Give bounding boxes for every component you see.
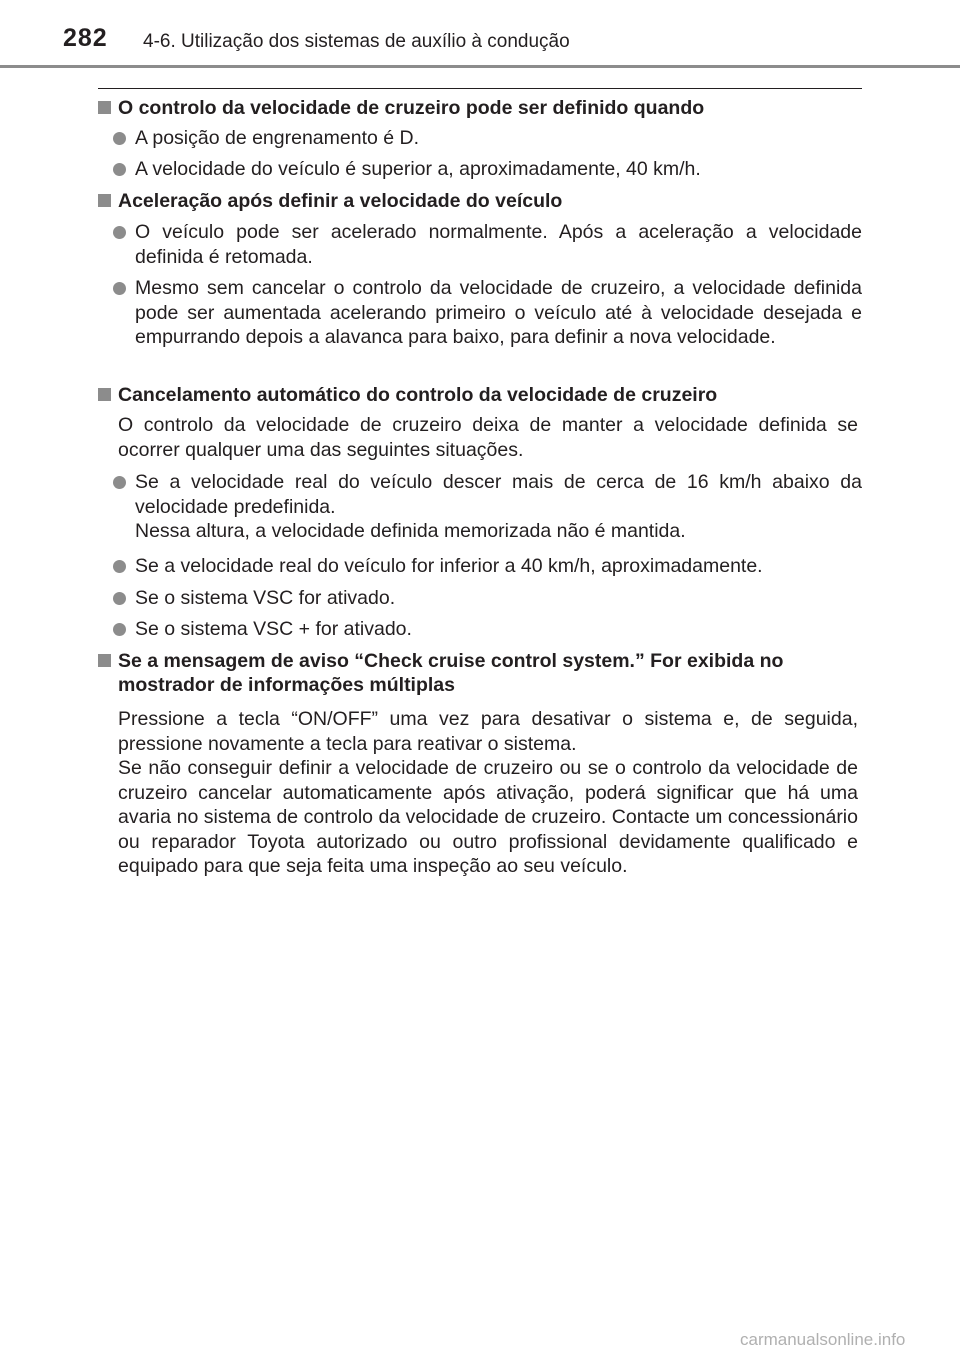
heading-text: Se a mensagem de aviso “Check cruise control system.” For exibida no mostrador de informações múltiplas bbox=[118, 650, 784, 696]
list-item bbox=[113, 470, 862, 544]
list-item bbox=[113, 126, 862, 151]
list-item-text: O veículo pode ser acelerado normalmente. Após a aceleração a velocidade definida é retomada. bbox=[135, 221, 862, 268]
top-divider bbox=[98, 88, 862, 89]
list-item-text: Mesmo sem cancelar o controlo da velocidade de cruzeiro, a velocidade definida pode ser aumentada acelerando primeiro o veículo até à velocidade desejada e empurrando depois a alavanca para baixo, para definir a nova velocidade. bbox=[135, 277, 862, 348]
square-bullet-icon bbox=[98, 101, 111, 114]
list-item-text: Se o sistema VSC for ativado. bbox=[135, 587, 396, 609]
square-bullet-icon bbox=[98, 388, 111, 401]
list-item-text: Se o sistema VSC + for ativado. bbox=[135, 618, 412, 640]
list-item bbox=[113, 220, 862, 269]
list-item-text: A velocidade do veículo é superior a, aproximadamente, 40 km/h. bbox=[135, 158, 701, 180]
section-heading-auto-cancel bbox=[98, 383, 862, 407]
list-item-text: Se a velocidade real do veículo for inferior a 40 km/h, aproximadamente. bbox=[135, 555, 763, 577]
heading-text: O controlo da velocidade de cruzeiro pode ser definido quando bbox=[118, 97, 705, 119]
section-heading-cruise-conditions bbox=[98, 96, 862, 120]
square-bullet-icon bbox=[98, 654, 111, 667]
round-bullet-icon bbox=[113, 226, 126, 239]
list-item bbox=[113, 554, 862, 579]
round-bullet-icon bbox=[113, 132, 126, 145]
round-bullet-icon bbox=[113, 476, 126, 489]
list-item bbox=[113, 617, 862, 642]
section-heading-warning-message bbox=[98, 649, 862, 697]
section-intro: O controlo da velocidade de cruzeiro deixa de manter a velocidade definida se ocorrer qualquer uma das seguintes situações. bbox=[118, 414, 858, 461]
round-bullet-icon bbox=[113, 282, 126, 295]
square-bullet-icon bbox=[98, 194, 111, 207]
section-title: 4-6. Utilização dos sistemas de auxílio à condução bbox=[143, 31, 570, 52]
page-number: 282 bbox=[63, 24, 108, 52]
header-rule bbox=[0, 65, 960, 68]
watermark: carmanualsonline.info bbox=[740, 1330, 906, 1349]
list-item bbox=[113, 157, 862, 182]
list-item bbox=[113, 276, 862, 350]
round-bullet-icon bbox=[113, 163, 126, 176]
list-item bbox=[113, 586, 862, 611]
section-body: Pressione a tecla “ON/OFF” uma vez para desativar o sistema e, de seguida, pressione novamente a tecla para reativar o sistema. Se não conseguir definir a velocidade de cruzeiro ou se o controlo da velocidade de cruzeiro cancelar automaticamente após ativação, poderá significar que há uma avaria no sistema de controlo da velocidade de cruzeiro. Contacte um concessionário ou reparador Toyota autorizado ou outro profissional devidamente qualificado e equipado para que seja feita uma inspeção ao seu veículo. bbox=[118, 708, 858, 877]
page-header bbox=[0, 0, 960, 70]
round-bullet-icon bbox=[113, 623, 126, 636]
round-bullet-icon bbox=[113, 592, 126, 605]
heading-text: Cancelamento automático do controlo da velocidade de cruzeiro bbox=[118, 384, 718, 406]
round-bullet-icon bbox=[113, 560, 126, 573]
heading-text: Aceleração após definir a velocidade do veículo bbox=[118, 190, 563, 212]
list-item-text: A posição de engrenamento é D. bbox=[135, 127, 420, 149]
list-item-text: Se a velocidade real do veículo descer mais de cerca de 16 km/h abaixo da velocidade predefinida. Nessa altura, a velocidade definida memorizada não é mantida. bbox=[135, 471, 862, 542]
section-heading-acceleration bbox=[98, 189, 862, 213]
